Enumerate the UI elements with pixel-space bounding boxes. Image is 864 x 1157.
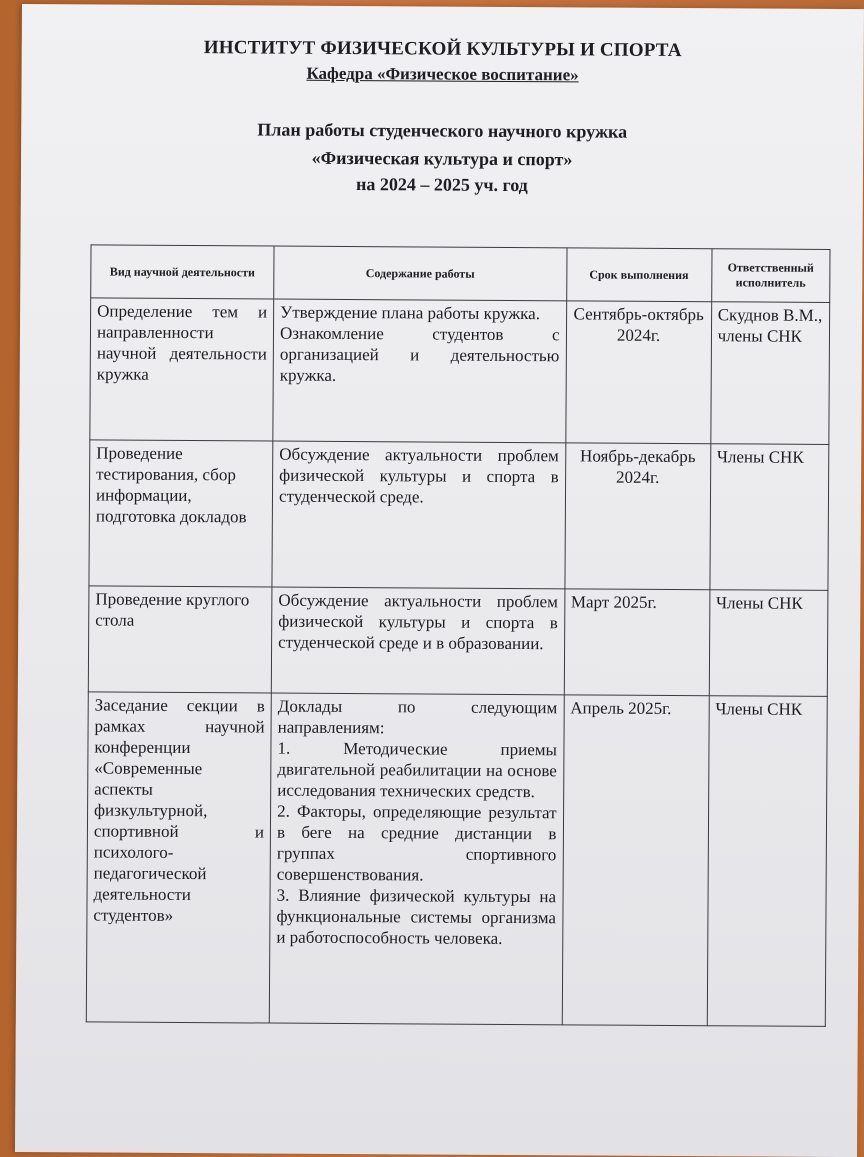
deadline-cell: Ноябрь-декабрь 2024г.: [564, 443, 710, 590]
content-cell: [269, 693, 563, 1025]
academic-year: на 2024 – 2025 уч. год: [355, 174, 528, 196]
table-row: [90, 298, 830, 445]
table-row: [86, 692, 827, 1027]
document-page: [15, 4, 864, 1157]
content-cell: [272, 441, 565, 589]
responsible-cell: Члены СНК: [709, 590, 828, 697]
content-line: Утверждение плана работы кружка.: [280, 302, 541, 324]
content-cell: [271, 587, 564, 695]
table-row: [89, 440, 829, 591]
activity-cell: Определение тем и направленности научной деятельности кружка: [90, 298, 274, 441]
header-activity: Вид научной деятельности: [91, 245, 274, 299]
header-responsible: Ответственный исполнитель: [711, 249, 830, 303]
header-deadline: Срок выполнения: [566, 248, 711, 302]
deadline-cell: Сентябрь-октябрь 2024г.: [565, 301, 711, 444]
content-line: 2. Факторы, определяющие результат в беге на средние дистанции в группах спортивного совершенствования.: [276, 801, 557, 885]
activity-cell: Заседание секции в рамках научной конференции «Современные аспекты физкультурной, спортивной и психолого-педагогической деятельности студентов»: [86, 692, 271, 1023]
content-line: 3. Влияние физической культуры на функциональные системы организма и работоспособность человека.: [276, 885, 557, 948]
content-line: 1. Методические приемы двигательной реабилитации на основе исследования технических средств.: [277, 738, 558, 802]
content-cell: [273, 299, 566, 443]
deadline-cell: Апрель 2025г.: [562, 695, 709, 1026]
content-line: Обсуждение актуальности проблем физической культуры и спорта в студенческой среде.: [279, 444, 559, 507]
circle-name: «Физическая культура и спорт»: [311, 147, 573, 170]
work-plan-table: [86, 244, 831, 1027]
responsible-cell: Скуднов В.М., члены СНК: [710, 302, 829, 445]
plan-title: План работы студенческого научного кружка: [257, 119, 628, 142]
department-title: Кафедра «Физическое воспитание»: [306, 63, 579, 85]
content-line: Обсуждение актуальности проблем физической культуры и спорта в студенческой среде и в образовании.: [278, 590, 558, 654]
content-line: Ознакомление студентов с организацией и деятельностью кружка.: [279, 323, 560, 385]
activity-cell: Проведение тестирования, сбор информации, подготовка докладов: [89, 440, 273, 587]
activity-cell: Проведение круглого стола: [88, 586, 272, 693]
header-content: Содержание работы: [274, 246, 567, 301]
table-header-row: [91, 245, 830, 303]
institute-title: ИНСТИТУТ ФИЗИЧЕСКОЙ КУЛЬТУРЫ И СПОРТА: [203, 37, 682, 62]
content-line: Доклады по следующим направлениям:: [277, 696, 558, 738]
responsible-cell: Члены СНК: [707, 696, 827, 1027]
table-row: [88, 586, 828, 697]
responsible-cell: Члены СНК: [710, 444, 829, 591]
deadline-cell: Март 2025г.: [564, 589, 710, 696]
